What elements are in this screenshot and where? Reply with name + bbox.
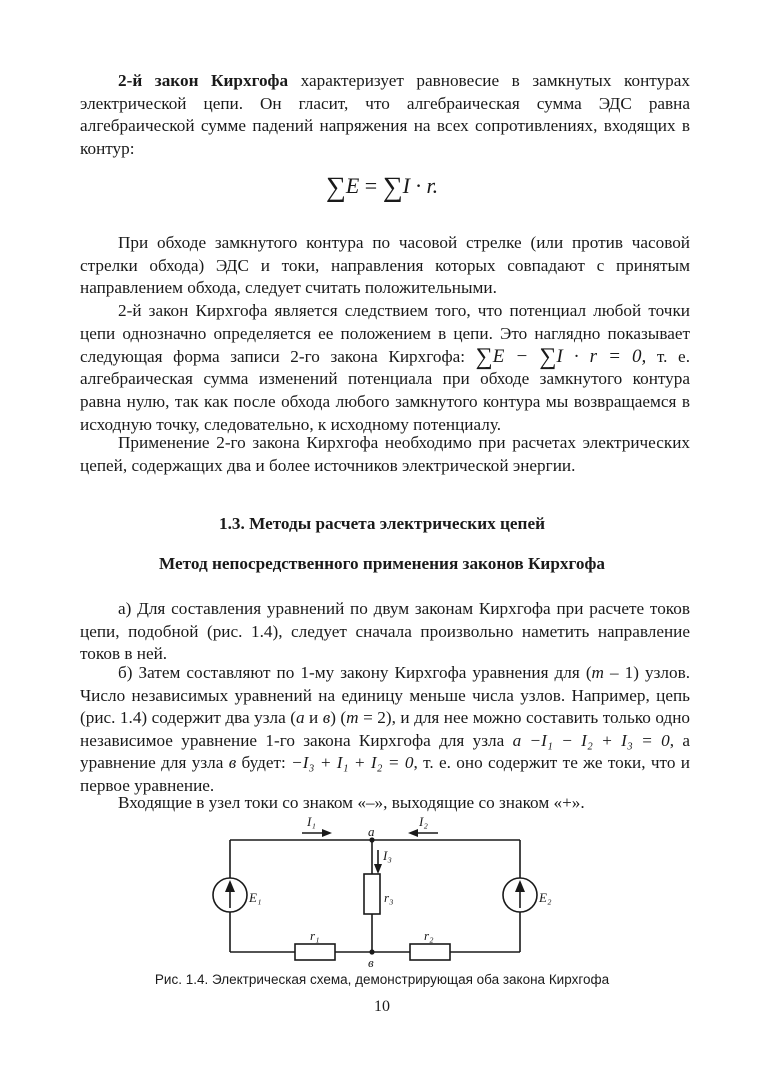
resistor-r2 <box>410 944 450 960</box>
current-i2-arrowhead <box>408 829 418 837</box>
paragraph-sign-rule: При обходе замкнутого контура по часовой стрелке (или против часовой стрелки обхода) ЭДС и токи, направления которых совпадают с принятым направлением обхода, следует считать положительными. <box>80 233 690 298</box>
label-i1: I₁ <box>307 814 316 829</box>
section-heading: 1.3. Методы расчета электрических цепей <box>219 514 545 533</box>
subheading: Метод непосредственного применения законов Кирхгофа <box>159 554 605 573</box>
step-b-node-a-2: а <box>512 730 522 750</box>
step-b-node-b: в <box>322 708 331 728</box>
label-node-a: a <box>368 824 375 839</box>
step-b-text-8: , т. е. оно содержит те же токи, что и первое уравнение. <box>80 753 690 795</box>
label-e1: E₁ <box>249 890 262 905</box>
label-i2: I₂ <box>419 814 428 829</box>
figure-caption: Рис. 1.4. Электрическая схема, демонстрирующая оба закона Кирхгофа <box>154 972 610 987</box>
source-e1-arrowhead <box>225 880 235 892</box>
sum-symbol-3: ∑ <box>475 343 493 370</box>
node-b-dot <box>369 949 374 954</box>
paragraph-kirchhoff-2 <box>80 70 690 160</box>
paragraph-kirchhoff-2-text: характеризует равновесие в замкнутых контурах электрической цепи. Он гласит, что алгебраическая сумма ЭДС равна алгебраической сумме падений напряжения на всех сопротивлениях, входящих в контур: <box>80 71 690 158</box>
resistor-r3 <box>364 874 380 914</box>
inline-formula-a: E − <box>492 345 540 367</box>
sum-symbol-2: ∑ <box>382 172 403 203</box>
step-b-text-7: будет: <box>236 753 292 773</box>
equation-node-b: −I₃ + I₁ + I₂ = 0 <box>291 753 414 773</box>
paragraph-potential-before: 2-й закон Кирхгофа является следствием того, что потенциал любой точки цепи однозначно определяется ее положением в цепи. Это наглядно показывает следующая форма записи 2-го закона Кирхгофа: <box>80 301 690 366</box>
source-e2-arrowhead <box>515 880 525 892</box>
step-b-text-6: , а уравнение для узла <box>80 730 690 773</box>
step-b-node-a: а <box>295 708 305 728</box>
step-b-text-1: б) Затем составляют по 1-му закону Кирхгофа уравнения для ( <box>118 663 592 682</box>
resistor-r1 <box>295 944 335 960</box>
paragraph-step-b <box>80 662 690 798</box>
label-i3: I₃ <box>383 848 392 863</box>
current-i1-arrowhead <box>322 829 332 837</box>
paragraph-potential <box>80 300 690 437</box>
formula-left: E <box>345 173 360 198</box>
current-i3-arrowhead <box>374 864 382 874</box>
paragraph-application: Применение 2-го закона Кирхгофа необходимо при расчетах электрических цепей, содержащих два и более источников электрической энергии. <box>80 433 690 475</box>
step-b-text-4: ) ( <box>330 708 347 728</box>
label-e2: E₂ <box>539 890 552 905</box>
sum-symbol: ∑ <box>325 172 346 203</box>
formula-equals: = <box>359 173 383 198</box>
label-r3: r₃ <box>384 890 394 905</box>
step-b-text-5: = 2), и для нее можно составить только одно независимое уравнение 1-го закона Кирхгофа для узла <box>80 708 690 750</box>
circuit-diagram <box>190 812 550 970</box>
step-b-text-3: и <box>304 708 323 728</box>
step-b-text-2: – 1) узлов. Число независимых уравнений на единицу меньше числа узлов. Например, цепь (рис. 1.4) содержит два узла ( <box>80 663 690 728</box>
inline-formula-b: I · r = 0, <box>556 345 647 367</box>
formula-right: I · r. <box>402 173 439 198</box>
label-node-b: в <box>368 955 374 970</box>
equation-node-a: −I₁ − I₂ + I₃ = 0 <box>521 730 670 750</box>
label-r1: r₁ <box>310 928 320 943</box>
paragraph-step-a: а) Для составления уравнений по двум законам Кирхгофа при расчете токов цепи, подобной (рис. 1.4), следует сначала произвольно наметить направление токов в ней. <box>80 599 690 664</box>
formula-kirchhoff-2 <box>0 172 764 204</box>
step-b-m-2: m <box>346 708 359 728</box>
inline-formula <box>475 343 647 370</box>
term-kirchhoff-2: 2-й закон Кирхгофа <box>118 71 289 90</box>
step-b-node-b-2: в <box>228 753 237 773</box>
paragraph-sign-convention: Входящие в узел токи со знаком «–», выходящие со знаком «+». <box>118 793 585 812</box>
step-b-m: m <box>591 663 604 682</box>
page-number: 10 <box>374 998 390 1015</box>
paragraph-potential-after: т. е. алгебраическая сумма изменений потенциала при обходе замкнутого контура равна нулю, так как после обхода любого замкнутого контура мы возвращаемся в исходную точку, следовательно, к исходному потенциалу. <box>80 346 690 434</box>
sum-symbol-4: ∑ <box>539 343 557 370</box>
label-r2: r₂ <box>424 928 434 943</box>
